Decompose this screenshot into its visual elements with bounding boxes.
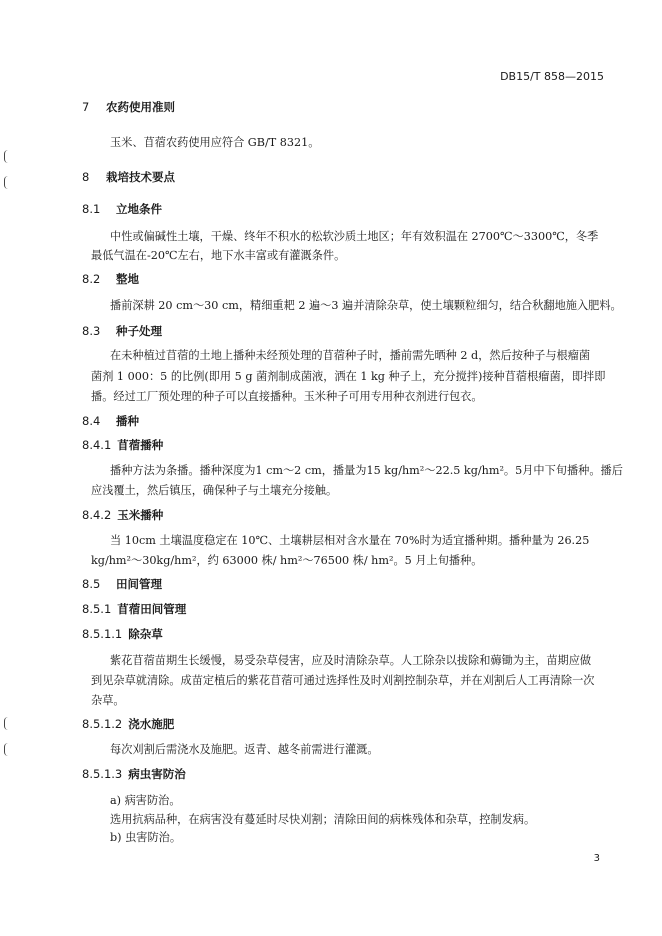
binding-mark — [4, 717, 9, 730]
section-number: 8.5.1.2 — [82, 717, 123, 731]
paragraph-line: 紫花苜蓿苗期生长缓慢，易受杂草侵害，应及时清除杂草。人工除杂以拔除和薅锄为主，苗期应做 — [110, 654, 592, 667]
paragraph-line: 菌剂 1 000：5 的比例(即用 5 g 菌剂制成菌液，洒在 1 kg 种子上，充分搅拌)接种苜蓿根瘤菌，即拌即 — [91, 370, 606, 383]
section-number: 8.1 — [82, 202, 101, 216]
section-8-2-heading — [82, 271, 139, 287]
section-8-4-heading — [82, 413, 139, 429]
paragraph-line: 中性或偏碱性土壤，干燥、终年不积水的松软沙质土地区；年有效积温在 2700℃～3300℃，冬季 — [110, 230, 599, 243]
paragraph-line: 播。经过工厂预处理的种子可以直接播种。玉米种子可用专用种衣剂进行包衣。 — [91, 390, 483, 403]
section-title: 浇水施肥 — [128, 717, 175, 731]
section-number: 8.4.2 — [82, 508, 112, 522]
section-8-5-heading — [82, 576, 162, 592]
section-8-4-2-heading — [82, 507, 163, 523]
section-number: 7 — [82, 100, 90, 114]
paragraph-line: 每次刈割后需浇水及施肥。返青、越冬前需进行灌溉。 — [110, 743, 379, 756]
section-8-5-1-2-heading — [82, 716, 174, 732]
section-number: 8.5 — [82, 577, 101, 591]
section-title: 种子处理 — [116, 324, 162, 338]
section-title: 病虫害防治 — [128, 767, 186, 781]
section-title: 整地 — [116, 272, 139, 286]
section-title: 除杂草 — [128, 627, 163, 641]
paragraph-line: 到见杂草就清除。成苗定植后的紫花苜蓿可通过选择性及时刈割控制杂草，并在刈割后人工再清除一次 — [91, 674, 595, 687]
section-number: 8.5.1.1 — [82, 627, 123, 641]
list-item-a-detail: 选用抗病品种，在病害没有蔓延时尽快刈割；清除田间的病株残体和杂草，控制发病。 — [110, 813, 536, 826]
paragraph-line: 应浅覆土，然后镇压，确保种子与土壤充分接触。 — [91, 484, 338, 497]
section-title: 玉米播种 — [117, 508, 164, 522]
list-item-b: b) 虫害防治。 — [110, 831, 182, 844]
section-8-3-heading — [82, 323, 162, 339]
section-number: 8.4.1 — [82, 438, 112, 452]
section-title: 苜蓿田间管理 — [117, 602, 187, 616]
section-8-5-1-3-heading — [82, 766, 186, 782]
section-title: 田间管理 — [116, 577, 162, 591]
section-title: 农药使用准则 — [106, 100, 175, 114]
section-number: 8.5.1.3 — [82, 767, 123, 781]
binding-mark — [4, 176, 9, 189]
paragraph-line: 播种方法为条播。播种深度为1 cm～2 cm，播量为15 kg/hm²～22.5 kg/hm²。5月中下旬播种。播后 — [110, 464, 623, 477]
section-8-4-1-heading — [82, 437, 163, 453]
section-8-5-1-1-heading — [82, 626, 163, 642]
section-title: 立地条件 — [116, 202, 162, 216]
section-number: 8 — [82, 170, 90, 184]
section-number: 8.4 — [82, 414, 101, 428]
section-title: 栽培技术要点 — [106, 170, 175, 184]
section-number: 8.2 — [82, 272, 101, 286]
section-8-5-1-heading — [82, 601, 186, 617]
binding-mark — [4, 743, 9, 756]
section-number: 8.5.1 — [82, 602, 112, 616]
section-title: 苜蓿播种 — [117, 438, 164, 452]
section-8-1-heading — [82, 201, 162, 217]
page-number: 3 — [593, 853, 600, 864]
binding-mark — [4, 150, 9, 163]
paragraph-line: 杂草。 — [91, 694, 125, 707]
section-7-heading — [82, 99, 175, 115]
paragraph-line: 最低气温在-20℃左右，地下水丰富或有灌溉条件。 — [91, 249, 346, 262]
section-number: 8.3 — [82, 324, 101, 338]
paragraph-line: kg/hm²～30kg/hm²，约 63000 株/ hm²～76500 株/ hm²。5 月上旬播种。 — [91, 554, 483, 567]
paragraph-line: 播前深耕 20 cm～30 cm，精细重耙 2 遍～3 遍并清除杂草，使土壤颗粒细匀，结合秋翻地施入肥料。 — [110, 299, 622, 312]
section-8-heading — [82, 169, 175, 185]
paragraph-line: 当 10cm 土壤温度稳定在 10℃、土壤耕层相对含水量在 70%时为适宜播种期。播种量为 26.25 — [110, 534, 590, 547]
standard-code: DB15/T 858—2015 — [500, 70, 604, 83]
list-item-a: a) 病害防治。 — [110, 794, 181, 807]
paragraph-line: 在未种植过苜蓿的土地上播种未经预处理的苜蓿种子时，播前需先晒种 2 d，然后按种子与根瘤菌 — [110, 349, 591, 362]
paragraph-line: 玉米、苜蓿农药使用应符合 GB/T 8321。 — [110, 136, 320, 149]
section-title: 播种 — [116, 414, 139, 428]
